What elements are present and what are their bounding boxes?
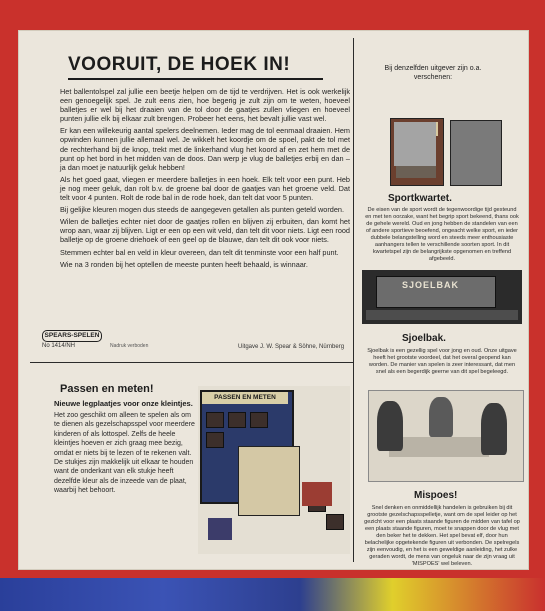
spears-logo: SPEARS-SPELEN: [42, 330, 102, 342]
publisher-intro: Bij denzelfden uitgever zijn o.a. verschenen:: [384, 65, 482, 81]
box-bottom-edge: [0, 578, 545, 611]
rules-paragraph: Bij gelijke kleuren mogen dus steeds de aangegeven getallen als punten geteld worden.: [60, 205, 344, 215]
horizontal-divider: [30, 362, 353, 363]
sjoelbak-label: SJOELBAK: [402, 280, 460, 290]
sport-card: [450, 120, 502, 186]
sjoelbak-heading: Sjoelbak.: [402, 333, 446, 344]
mispoes-text: Snel denken en onmiddellijk handelen is gebruiken bij dit grootste gezelschapsspelletje, want om de spel leider op het gezicht voor een plaats staande figuren de midden van tafel op een plaats staande figuren, moet te snappen door de vlug met den beker het te dekken. Het spel bevat elf, door hun belachelijke opgetekende figuren uit verbonden. De spelregels zijn eenvoudig, en het is een geweldige aanleiding, het zulke geraden wordt, de mens van ongeluk naar de zijn vraag uit 'MISPOES' wel beleven.: [364, 505, 520, 567]
passen-subheading: Nieuwe legplaatjes voor onze kleintjes.: [54, 399, 193, 408]
mispoes-illustration: [368, 390, 524, 482]
sport-card-picture: [394, 122, 436, 166]
sjoelbak-base: [366, 310, 518, 320]
player-figure: [481, 403, 507, 455]
sportkwartet-heading: Sportkwartet.: [388, 193, 452, 204]
sjoelbak-text: Sjoelbak is een gezellig spel voor jong en oud. Onze uitgave heeft het grootste voordeel, dat het overal geopend kan worden. De manier van spelen is zeer interessant, dat men snel als een begerdijk geerne van dit spel begeleegd.: [367, 348, 517, 375]
mispoes-table: [389, 437, 489, 457]
tile-piece: [206, 432, 224, 448]
rules-paragraph: Het ballentolspel zal jullie een beetje helpen om de tijd te verdrijven. Het is ook werkelijk een genoegelijk spel. Je zult eens zien, hoe begerig je zult zijn om te weten, hoeveel balletjes er wel bij het draaien van de tol door de gaatjes zullen vliegen en hoeveel punten jullie elk bij elkaar zult brengen. Probeer het eens, het bevalt jullie vast wel.: [60, 87, 350, 124]
mispoes-heading: Mispoes!: [414, 490, 458, 501]
vertical-divider: [353, 38, 354, 562]
tile-piece: [326, 514, 344, 530]
rules-paragraph: Wilen de balletjes echter niet door de gaatjes rollen en blijven zij erbuiten, dan komt het wrop aan, waar zij blijven. Ligt er een op een wit veld, dan telt dit voor niets. Ligt een rood balletje op de groene driehoek of een geel op de blauwe, dan telt dit ook voor niets.: [60, 217, 350, 245]
player-figure: [377, 401, 403, 451]
product-number: No 1414/NH: [42, 343, 76, 349]
game-lid-label: PASSEN EN METEN: [202, 392, 288, 404]
rules-paragraph: Er kan een willekeurig aantal spelers deelnemen. Ieder mag de tol eenmaal draaien. Hem opwinden kunnen jullie allemaal wel. Je wikkelt het koordje om de spoel, pakt de tol met de rechterhand bij de knop, trekt met de linkerhand vlug het koord af en zet hem met de punt op het bord in het midden van de doos. Dan werp je vlug de balletjes erbij en dan – ja dan moet je natuurlijk geluk hebben!: [60, 126, 350, 172]
rules-text: [60, 87, 350, 272]
reprint-note: Nadruk verboden: [110, 343, 149, 349]
passen-heading: Passen en meten!: [60, 383, 154, 395]
tile-piece: [250, 412, 268, 428]
tile-piece: [228, 412, 246, 428]
tile-piece: [206, 412, 224, 428]
passen-game-illustration: [198, 386, 350, 554]
rules-paragraph: Wie na 3 ronden bij het optellen de meeste punten heeft behaald, is winnaar.: [60, 259, 308, 269]
title-underline: [68, 78, 323, 80]
instruction-sheet: [18, 30, 529, 570]
sportkwartet-illustration: [390, 118, 502, 186]
rules-paragraph: Als het goed gaat, vliegen er meerdere balletjes in een hoek. Elk telt voor een punt. Heb je nog meer geluk, dan rolt b.v. de groene bal door de gaatjes van het groene veld. Dat telt voor 4 punten. Rolt de rode bal in de rode hoek, dan telt dat voor 5 punten.: [60, 174, 350, 203]
sportkwartet-text: De eisen van de sport wordt de tegenwoordige tijd gesteund en met ten oorzake, want het begrip sport bekeend, thans ook de gehele wereld. Oud en jong hebben de standelen van een of andere sportieve beoefend, ongeacht welke sport, en ieder dubbele belangstelling word en steeds meer enthousiaste aanhangers tellen te verschillende soorten sport. In dit kwartetspel zijn de belangrijkste opgenomen en treffend afgebeeld.: [365, 207, 519, 262]
puzzle-piece: [208, 518, 232, 540]
sjoelbak-illustration: [362, 270, 522, 324]
rules-paragraph: Stemmen echter bal en veld in kleur overeen, dan telt dit tenminste voor een half punt.: [60, 247, 339, 257]
page-title: VOORUIT, DE HOEK IN!: [68, 54, 291, 75]
puzzle-piece: [302, 482, 332, 506]
player-figure: [429, 397, 453, 437]
game-board: [238, 446, 300, 516]
publisher-line: Uitgave J. W. Spear & Söhne, Nürnberg: [238, 344, 345, 350]
passen-text: Het zoo geschikt om alleen te spelen als om te dienen als gezelschapsspel voor meerdere kinderen of als lottospel. Zelfs de heele kleintjes hoeven er zich graag mee bezig, omdat er niets bij te lezen of te rekenen valt. De stukjes zijn makkelijk uit elkaar te houden want de onderkant van elk stukje heeft dezelfde kleur als de inzeede van de plaat, waarbij het behoort.: [54, 412, 195, 495]
